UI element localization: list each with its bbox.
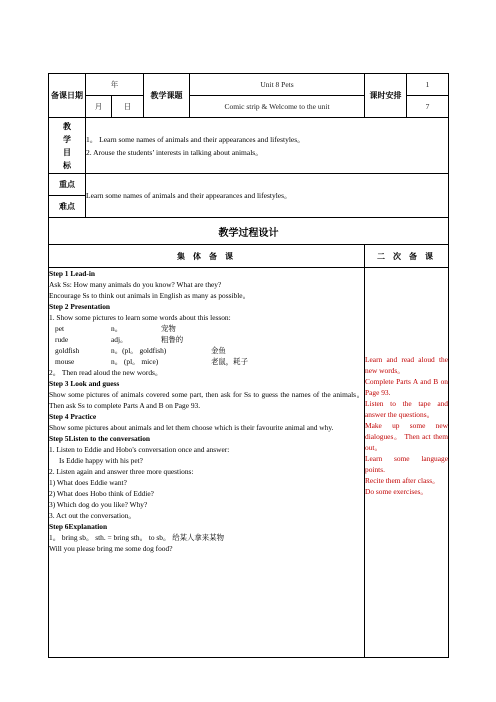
vocab-pos: adj。 [111, 335, 128, 344]
key-point-label: 重点 [49, 174, 86, 196]
step-heading: Step 6Explanation [49, 522, 108, 531]
vocab-word: pet [55, 324, 65, 333]
goal-item: 1。 Learn some names of animals and their appearances and lifestyles。 [86, 134, 305, 144]
step-line: Is Eddie happy with his pet? [59, 456, 143, 465]
step-line: 1。 bring sb。 sth. = bring sth。 to sb。 给某人拿来某物 [49, 533, 224, 542]
note-item: Complete Parts A and B on Page 93. [365, 377, 448, 397]
topic-label: 教学课题 [144, 74, 190, 118]
prep-date-label: 备课日期 [49, 74, 86, 118]
lesson-title: Comic strip & Welcome to the unit [190, 96, 365, 118]
vocab-row [49, 345, 364, 356]
note-item: Make up some new dialogues。 Then act them out。 [365, 421, 448, 452]
vocab-pos: n。 [111, 324, 123, 333]
vocab-meaning: 金鱼 [211, 346, 226, 355]
goals-label-text: 教学目标 [63, 121, 71, 170]
step-line: 2. Listen again and answer three more questions: [49, 467, 194, 476]
vocab-meaning: 老鼠，耗子 [211, 357, 248, 366]
step-line: 2。 Then read aloud the new words。 [49, 368, 163, 377]
second-prep-title: 二 次 备 课 [365, 245, 449, 268]
vocab-word: mouse [55, 357, 75, 366]
difficulty-label: 难点 [49, 196, 86, 218]
period-number-2: 7 [407, 96, 449, 118]
vocab-pos: n。(pl。 goldfish) [111, 346, 167, 355]
unit-title: Unit 8 Pets [190, 74, 365, 96]
day-cell: 日 [112, 96, 144, 118]
question-item: 1) What does Eddie want? [49, 478, 127, 487]
step-line: Will you please bring me some dog food? [49, 544, 173, 553]
step-line: Ask Ss: How many animals do you know? What are they? [49, 280, 222, 289]
note-item: Learn and read aloud the new words。 [365, 355, 448, 375]
step-heading: Step 1 Lead-in [49, 269, 95, 278]
question-item: 3) Which dog do you like? Why? [49, 500, 148, 509]
goal-item: 2. Arouse the students’ interests in talking about animals。 [86, 147, 263, 157]
step-heading: Step 2 Presentation [49, 302, 111, 311]
collective-prep-content [49, 268, 365, 658]
vocab-meaning: 宠物 [161, 324, 176, 333]
vocab-word: goldfish [55, 346, 80, 355]
lesson-plan-table [48, 73, 449, 658]
vocab-row [49, 334, 364, 345]
question-item: 2) What does Hobo think of Eddie? [49, 489, 154, 498]
step-heading: Step 5Listen to the conversation [49, 434, 151, 443]
note-item: Learn some language points. [365, 454, 448, 474]
vocab-pos: n。 (pl。 mice) [111, 357, 159, 366]
goals-content [86, 118, 449, 174]
vocab-row [49, 323, 364, 334]
step-line: Encourage Ss to think out animals in English as many as possible。 [49, 291, 250, 300]
step-line: Show some pictures of animals covered some part, then ask for Ss to guess the names of the animals。 Then ask Ss to complete Parts A and B on Page 93. [49, 390, 364, 410]
step-heading: Step 4 Practice [49, 412, 97, 421]
step-line: Show some pictures about animals and let them choose which is their favourite animal and why. [49, 423, 334, 432]
step-line: 3. Act out the conversation。 [49, 511, 136, 520]
step-heading: Step 3 Look and guess [49, 379, 120, 388]
period-label: 课时安排 [365, 74, 407, 118]
collective-prep-title: 集 体 备 课 [49, 245, 365, 268]
step-line: 1. Listen to Eddie and Hobo's conversation once and answer: [49, 445, 230, 454]
goals-label [49, 118, 86, 174]
process-title: 教学过程设计 [49, 218, 449, 245]
note-item: Listen to the tape and answer the questions。 [365, 399, 448, 419]
step-line: 1. Show some pictures to learn some words about this lesson: [49, 313, 231, 322]
key-points-text: Learn some names of animals and their appearances and lifestyles。 [86, 174, 449, 218]
vocab-meaning: 粗鲁的 [161, 335, 184, 344]
note-item: Recite them after class。 [365, 476, 440, 485]
second-prep-notes [365, 268, 449, 658]
vocab-word: rude [55, 335, 69, 344]
vocab-row [49, 356, 364, 367]
note-item: Do some exercises。 [365, 487, 428, 496]
month-cell: 月 [86, 96, 112, 118]
year-cell: 年 [86, 74, 144, 96]
period-number-1: 1 [407, 74, 449, 96]
